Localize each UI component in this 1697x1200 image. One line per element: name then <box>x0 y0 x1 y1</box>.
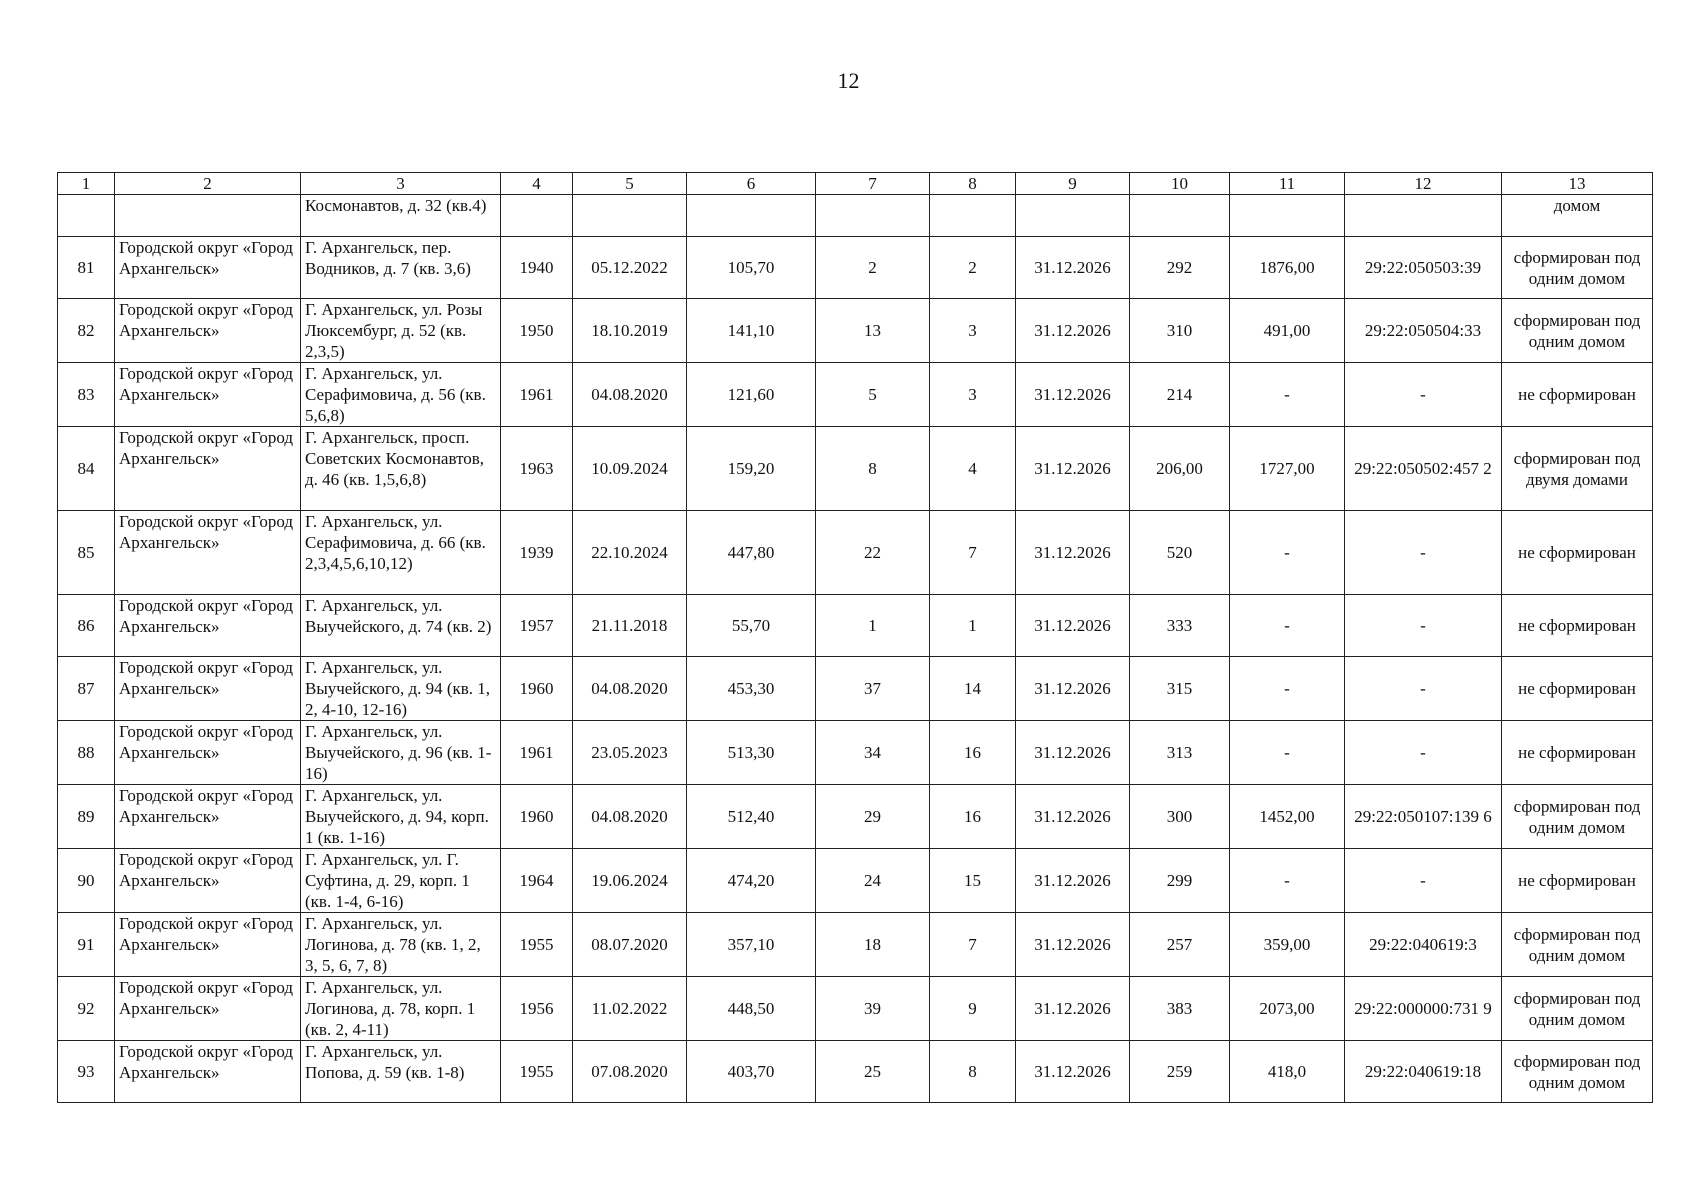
address-cell: Г. Архангельск, ул. Логинова, д. 78 (кв. 1, 2, 3, 5, 6, 7, 8) <box>301 913 501 977</box>
address-cell: Г. Архангельск, ул. Серафимовича, д. 66 (кв. 2,3,4,5,6,10,12) <box>301 511 501 595</box>
resettlement-deadline-cell: 31.12.2026 <box>1016 237 1130 299</box>
housing-registry-table <box>57 172 1653 1103</box>
table-row <box>58 849 1653 913</box>
column-10-cell: 300 <box>1130 785 1230 849</box>
table-row <box>58 657 1653 721</box>
land-status-cell: сформирован под двумя домами <box>1502 427 1653 511</box>
address-cell: Г. Архангельск, ул. Серафимовича, д. 56 (кв. 5,6,8) <box>301 363 501 427</box>
apartments-count-cell: 4 <box>930 427 1016 511</box>
address-cell: Г. Архангельск, ул. Розы Люксембург, д. 52 (кв. 2,3,5) <box>301 299 501 363</box>
column-number: 1 <box>58 173 115 195</box>
land-area-cell: - <box>1230 511 1345 595</box>
municipality-cell: Городской округ «Город Архангельск» <box>115 977 301 1041</box>
land-area-cell: 1876,00 <box>1230 237 1345 299</box>
year-built-cell: 1939 <box>501 511 573 595</box>
area-cell: 453,30 <box>687 657 816 721</box>
column-number-row <box>58 173 1653 195</box>
land-area-cell: 359,00 <box>1230 913 1345 977</box>
municipality-cell: Городской округ «Город Архангельск» <box>115 1041 301 1103</box>
land-status-cell: сформирован под одним домом <box>1502 785 1653 849</box>
land-status-cell: не сформирован <box>1502 657 1653 721</box>
column-number: 4 <box>501 173 573 195</box>
row-number-cell: 87 <box>58 657 115 721</box>
column-number: 6 <box>687 173 816 195</box>
row-number-cell: 92 <box>58 977 115 1041</box>
land-area-cell: - <box>1230 721 1345 785</box>
cadastral-number-cell: - <box>1345 595 1502 657</box>
table-row <box>58 721 1653 785</box>
resettlement-deadline-cell: 31.12.2026 <box>1016 363 1130 427</box>
land-status-cell: не сформирован <box>1502 595 1653 657</box>
column-number: 8 <box>930 173 1016 195</box>
residents-count-cell: 18 <box>816 913 930 977</box>
municipality-cell: Городской округ «Город Архангельск» <box>115 427 301 511</box>
land-status-cell: сформирован под одним домом <box>1502 913 1653 977</box>
table-row <box>58 1041 1653 1103</box>
apartments-count-cell: 3 <box>930 363 1016 427</box>
page-number: 12 <box>837 68 860 93</box>
resettlement-deadline-cell: 31.12.2026 <box>1016 427 1130 511</box>
column-10-cell: 292 <box>1130 237 1230 299</box>
area-cell: 512,40 <box>687 785 816 849</box>
area-cell: 474,20 <box>687 849 816 913</box>
emergency-date-cell: 07.08.2020 <box>573 1041 687 1103</box>
municipality-cell: Городской округ «Город Архангельск» <box>115 595 301 657</box>
resettlement-deadline-cell: 31.12.2026 <box>1016 977 1130 1041</box>
residents-count-cell: 22 <box>816 511 930 595</box>
row-number-cell: 90 <box>58 849 115 913</box>
area-cell: 159,20 <box>687 427 816 511</box>
address-cell: Г. Архангельск, ул. Выучейского, д. 94, корп. 1 (кв. 1-16) <box>301 785 501 849</box>
column-number: 7 <box>816 173 930 195</box>
emergency-date-cell: 04.08.2020 <box>573 657 687 721</box>
year-built-cell: 1963 <box>501 427 573 511</box>
residents-count-cell: 39 <box>816 977 930 1041</box>
apartments-count-cell: 8 <box>930 1041 1016 1103</box>
year-built-cell: 1940 <box>501 237 573 299</box>
land-area-cell: 491,00 <box>1230 299 1345 363</box>
table-row <box>58 977 1653 1041</box>
emergency-date-cell: 04.08.2020 <box>573 363 687 427</box>
municipality-cell: Городской округ «Город Архангельск» <box>115 363 301 427</box>
table-row <box>58 237 1653 299</box>
land-status-cell: сформирован под одним домом <box>1502 237 1653 299</box>
table-row <box>58 595 1653 657</box>
emergency-date-cell: 04.08.2020 <box>573 785 687 849</box>
row-number-cell: 82 <box>58 299 115 363</box>
cadastral-number-cell: 29:22:040619:3 <box>1345 913 1502 977</box>
continuation-row <box>58 195 1653 237</box>
cadastral-number-cell: 29:22:000000:731 9 <box>1345 977 1502 1041</box>
emergency-date-cell: 11.02.2022 <box>573 977 687 1041</box>
land-status-cell: сформирован под одним домом <box>1502 977 1653 1041</box>
year-built-cell: 1950 <box>501 299 573 363</box>
address-cell: Г. Архангельск, ул. Выучейского, д. 94 (кв. 1, 2, 4-10, 12-16) <box>301 657 501 721</box>
column-10-cell: 299 <box>1130 849 1230 913</box>
emergency-date-cell: 10.09.2024 <box>573 427 687 511</box>
residents-count-cell: 37 <box>816 657 930 721</box>
emergency-date-cell: 19.06.2024 <box>573 849 687 913</box>
apartments-count-cell: 9 <box>930 977 1016 1041</box>
land-area-cell: 1727,00 <box>1230 427 1345 511</box>
land-area-cell: - <box>1230 363 1345 427</box>
cadastral-number-cell: - <box>1345 511 1502 595</box>
address-cell: Г. Архангельск, ул. Выучейского, д. 74 (кв. 2) <box>301 595 501 657</box>
column-10-cell: 310 <box>1130 299 1230 363</box>
emergency-date-cell: 08.07.2020 <box>573 913 687 977</box>
address-cell: Г. Архангельск, ул. Г. Суфтина, д. 29, корп. 1 (кв. 1-4, 6-16) <box>301 849 501 913</box>
resettlement-deadline-cell: 31.12.2026 <box>1016 299 1130 363</box>
residents-count-cell: 24 <box>816 849 930 913</box>
row-number-cell: 88 <box>58 721 115 785</box>
column-10-cell: 206,00 <box>1130 427 1230 511</box>
column-10-cell: 383 <box>1130 977 1230 1041</box>
cadastral-number-cell: - <box>1345 363 1502 427</box>
cadastral-number-cell: 29:22:050504:33 <box>1345 299 1502 363</box>
row-number-cell: 91 <box>58 913 115 977</box>
column-10-cell: 259 <box>1130 1041 1230 1103</box>
municipality-cell: Городской округ «Город Архангельск» <box>115 913 301 977</box>
municipality-cell: Городской округ «Город Архангельск» <box>115 299 301 363</box>
apartments-count-cell: 2 <box>930 237 1016 299</box>
land-area-cell: - <box>1230 849 1345 913</box>
address-cell: Г. Архангельск, ул. Выучейского, д. 96 (кв. 1-16) <box>301 721 501 785</box>
land-status-cell: не сформирован <box>1502 363 1653 427</box>
area-cell: 403,70 <box>687 1041 816 1103</box>
resettlement-deadline-cell: 31.12.2026 <box>1016 595 1130 657</box>
year-built-cell: 1956 <box>501 977 573 1041</box>
land-area-cell: - <box>1230 657 1345 721</box>
land-status-cell: домом <box>1502 195 1653 237</box>
row-number-cell: 85 <box>58 511 115 595</box>
table-row <box>58 511 1653 595</box>
residents-count-cell: 13 <box>816 299 930 363</box>
year-built-cell: 1960 <box>501 785 573 849</box>
column-number: 11 <box>1230 173 1345 195</box>
land-status-cell: не сформирован <box>1502 511 1653 595</box>
resettlement-deadline-cell: 31.12.2026 <box>1016 785 1130 849</box>
column-number: 13 <box>1502 173 1653 195</box>
row-number-cell: 81 <box>58 237 115 299</box>
area-cell: 447,80 <box>687 511 816 595</box>
area-cell: 121,60 <box>687 363 816 427</box>
year-built-cell: 1955 <box>501 1041 573 1103</box>
column-number: 5 <box>573 173 687 195</box>
address-cell: Г. Архангельск, просп. Советских Космонавтов, д. 46 (кв. 1,5,6,8) <box>301 427 501 511</box>
year-built-cell: 1960 <box>501 657 573 721</box>
address-cell: Г. Архангельск, пер. Водников, д. 7 (кв. 3,6) <box>301 237 501 299</box>
area-cell: 357,10 <box>687 913 816 977</box>
address-cell: Г. Архангельск, ул. Логинова, д. 78, корп. 1 (кв. 2, 4-11) <box>301 977 501 1041</box>
cadastral-number-cell: 29:22:050502:457 2 <box>1345 427 1502 511</box>
column-10-cell: 520 <box>1130 511 1230 595</box>
table-row <box>58 427 1653 511</box>
apartments-count-cell: 7 <box>930 511 1016 595</box>
cadastral-number-cell: 29:22:050503:39 <box>1345 237 1502 299</box>
land-area-cell: - <box>1230 595 1345 657</box>
resettlement-deadline-cell: 31.12.2026 <box>1016 511 1130 595</box>
table-row <box>58 363 1653 427</box>
cadastral-number-cell: - <box>1345 721 1502 785</box>
residents-count-cell: 34 <box>816 721 930 785</box>
table-row <box>58 299 1653 363</box>
row-number-cell: 83 <box>58 363 115 427</box>
address-cell: Г. Архангельск, ул. Попова, д. 59 (кв. 1-8) <box>301 1041 501 1103</box>
land-area-cell: 1452,00 <box>1230 785 1345 849</box>
row-number-cell: 93 <box>58 1041 115 1103</box>
year-built-cell: 1961 <box>501 721 573 785</box>
area-cell: 55,70 <box>687 595 816 657</box>
year-built-cell: 1957 <box>501 595 573 657</box>
column-number: 12 <box>1345 173 1502 195</box>
municipality-cell: Городской округ «Город Архангельск» <box>115 721 301 785</box>
cadastral-number-cell: - <box>1345 657 1502 721</box>
year-built-cell: 1964 <box>501 849 573 913</box>
address-cell: Космонавтов, д. 32 (кв.4) <box>301 195 501 237</box>
municipality-cell: Городской округ «Город Архангельск» <box>115 657 301 721</box>
residents-count-cell: 2 <box>816 237 930 299</box>
resettlement-deadline-cell: 31.12.2026 <box>1016 657 1130 721</box>
column-10-cell: 313 <box>1130 721 1230 785</box>
area-cell: 105,70 <box>687 237 816 299</box>
residents-count-cell: 25 <box>816 1041 930 1103</box>
residents-count-cell: 8 <box>816 427 930 511</box>
table-row <box>58 785 1653 849</box>
row-number-cell: 86 <box>58 595 115 657</box>
cadastral-number-cell: - <box>1345 849 1502 913</box>
column-10-cell: 214 <box>1130 363 1230 427</box>
cadastral-number-cell: 29:22:050107:139 6 <box>1345 785 1502 849</box>
apartments-count-cell: 15 <box>930 849 1016 913</box>
year-built-cell: 1961 <box>501 363 573 427</box>
table-row <box>58 913 1653 977</box>
column-10-cell: 333 <box>1130 595 1230 657</box>
apartments-count-cell: 14 <box>930 657 1016 721</box>
area-cell: 141,10 <box>687 299 816 363</box>
emergency-date-cell: 05.12.2022 <box>573 237 687 299</box>
municipality-cell: Городской округ «Город Архангельск» <box>115 237 301 299</box>
resettlement-deadline-cell: 31.12.2026 <box>1016 913 1130 977</box>
column-number: 10 <box>1130 173 1230 195</box>
land-area-cell: 418,0 <box>1230 1041 1345 1103</box>
resettlement-deadline-cell: 31.12.2026 <box>1016 721 1130 785</box>
emergency-date-cell: 21.11.2018 <box>573 595 687 657</box>
area-cell: 448,50 <box>687 977 816 1041</box>
cadastral-number-cell: 29:22:040619:18 <box>1345 1041 1502 1103</box>
apartments-count-cell: 3 <box>930 299 1016 363</box>
column-number: 3 <box>301 173 501 195</box>
land-status-cell: не сформирован <box>1502 721 1653 785</box>
area-cell: 513,30 <box>687 721 816 785</box>
municipality-cell: Городской округ «Город Архангельск» <box>115 511 301 595</box>
land-status-cell: не сформирован <box>1502 849 1653 913</box>
resettlement-deadline-cell: 31.12.2026 <box>1016 1041 1130 1103</box>
land-status-cell: сформирован под одним домом <box>1502 299 1653 363</box>
year-built-cell: 1955 <box>501 913 573 977</box>
land-area-cell: 2073,00 <box>1230 977 1345 1041</box>
column-10-cell: 315 <box>1130 657 1230 721</box>
emergency-date-cell: 23.05.2023 <box>573 721 687 785</box>
emergency-date-cell: 18.10.2019 <box>573 299 687 363</box>
emergency-date-cell: 22.10.2024 <box>573 511 687 595</box>
column-10-cell: 257 <box>1130 913 1230 977</box>
municipality-cell: Городской округ «Город Архангельск» <box>115 849 301 913</box>
resettlement-deadline-cell: 31.12.2026 <box>1016 849 1130 913</box>
column-number: 9 <box>1016 173 1130 195</box>
row-number-cell: 84 <box>58 427 115 511</box>
apartments-count-cell: 16 <box>930 721 1016 785</box>
column-number: 2 <box>115 173 301 195</box>
land-status-cell: сформирован под одним домом <box>1502 1041 1653 1103</box>
residents-count-cell: 29 <box>816 785 930 849</box>
apartments-count-cell: 1 <box>930 595 1016 657</box>
residents-count-cell: 5 <box>816 363 930 427</box>
apartments-count-cell: 16 <box>930 785 1016 849</box>
apartments-count-cell: 7 <box>930 913 1016 977</box>
municipality-cell: Городской округ «Город Архангельск» <box>115 785 301 849</box>
row-number-cell: 89 <box>58 785 115 849</box>
residents-count-cell: 1 <box>816 595 930 657</box>
